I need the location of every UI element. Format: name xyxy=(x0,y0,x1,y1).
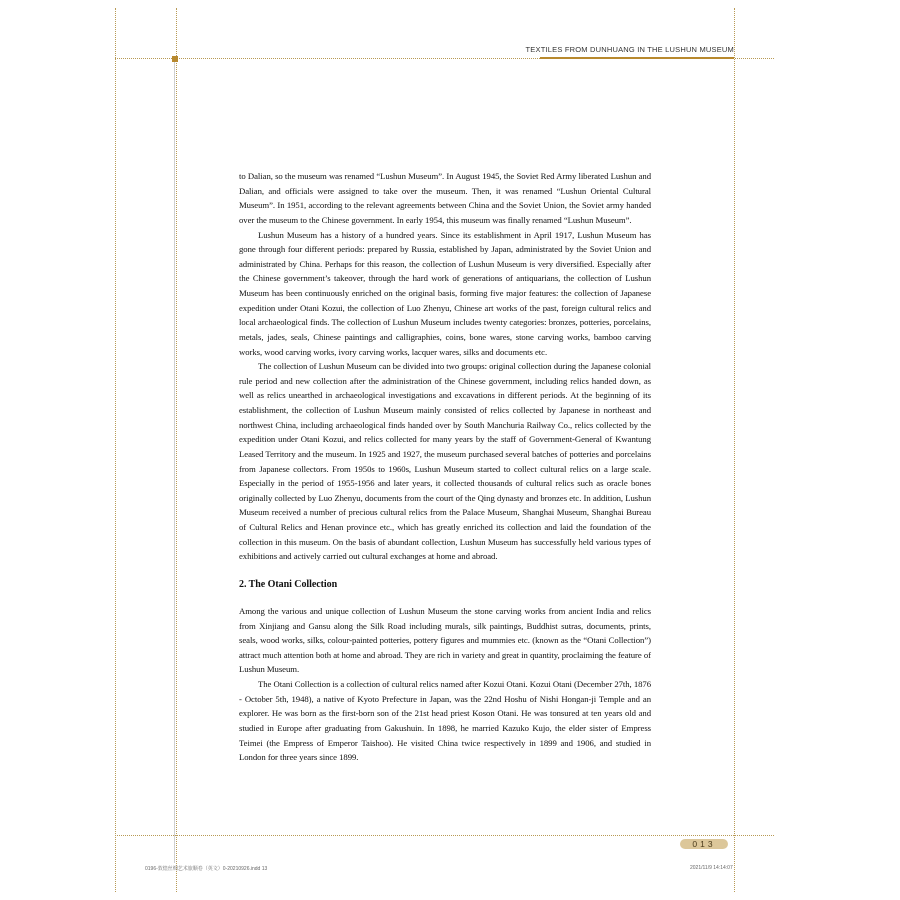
slug-timestamp: 2021/11/9 14:14:07 xyxy=(690,865,733,871)
paragraph: to Dalian, so the museum was renamed “Lushun Museum”. In August 1945, the Soviet Red Army liberated Lushun and Dalian, and officials were assigned to take over the museum. Then, it was renamed “Lushun Oriental Cultural Museum”. In 1951, according to the relevant agreements between China and the Soviet Union, the Soviet army handed over the museum to the Chinese government. In early 1954, this museum was finally renamed “Lushun Museum”. xyxy=(239,171,651,225)
bottom-guide-line xyxy=(115,835,774,836)
main-text-column xyxy=(239,169,651,765)
section-heading: 2. The Otani Collection xyxy=(239,578,338,590)
page-number: 013 xyxy=(680,839,728,849)
left-outer-guide-line xyxy=(115,8,116,892)
paragraph: The Otani Collection is a collection of cultural relics named after Kozui Otani. Kozui Otani (December 27th, 1876 - October 5th, 1948), a native of Kyoto Prefecture in Japan, was the 22nd Hoshu of Nishi Hongan-ji Temple and an explorer. He was born as the first-born son of the 21st head priest Koson Otani. He was tonsured at ten years old and studied in Europe after graduating from Gakushuin. In 1898, he married Kazuko Kujo, the elder sister of Empress Teimei (the Empress of Emperor Taishoo). He visited China twice respectively in 1899 and 1906, and studied in London for three years since 1899. xyxy=(239,679,651,763)
left-inner-guide-line xyxy=(176,8,177,892)
paragraph: Lushun Museum has a history of a hundred years. Since its establishment in April 1917, Lushun Museum has gone through four different periods: prepared by Russia, established by Japan, administrated by the Soviet Union and administrated by China. Perhaps for this reason, the collection of Lushun Museum is very diversified. Especially after the Chinese government’s takeover, through the hard work of generations of antiquarians, the collection of Lushun Museum has been continuously enriched on the original basis, forming five major features: the collection of Japanese expedition under Otani Kozui, the collection of Luo Zhenyu, Chinese art works of the past, foreign cultural relics and local archaeological finds. The collection of Lushun Museum includes twenty categories: bronzes, potteries, porcelains, metals, jades, seals, Chinese paintings and calligraphies, coins, bone wares, stone carving works, bamboo carving works, wood carving works, ivory carving works, lacquer wares, silks and documents etc. xyxy=(239,229,651,357)
paragraph: Among the various and unique collection of Lushun Museum the stone carving works from ancient India and relics from Xinjiang and Gansu along the Silk Road including murals, silk paintings, Buddhist sutras, documents, prints, seals, wood works, silks, colour-painted potteries, pottery figures and mummies etc. (known as the “Otani Collection”) attract much attention both at home and abroad. They are rich in variety and great in quantity, proclaiming the feature of Lushun Museum. xyxy=(239,605,651,675)
paragraph: The collection of Lushun Museum can be divided into two groups: original collection during the Japanese colonial rule period and new collection after the administration of the Chinese government, including relics handed down, as well as relics unearthed in archaeological investigations and excavations in different periods. At the beginning of its establishment, the collection of Lushun Museum mainly consisted of relics collected by Japanese in northeast and northwest China, including archaeological finds handed over by South Manchuria Railway Co., relics collected by the expedition under Otani Kozui, and relics collected for many years by the staff of Government-General of Kwantung Leased Territory and the museum. In 1925 and 1927, the museum purchased several batches of potteries and porcelains from Japanese collectors. From 1950s to 1960s, Lushun Museum started to collect cultural relics on a large scale. Especially in the period of 1955-1956 and later years, it collected thousands of cultural relics such as oracle bones originally collected by Luo Zhenyu, documents from the court of the Qing dynasty and bronzes etc. In addition, Lushun Museum received a number of precious cultural relics from the Palace Museum, Shanghai Museum, Shanghai Bureau of Cultural Relics and Henan province etc., which has greatly enriched its collection and laid the foundation of the collection in this museum. On the basis of abundant collection, Lushun Museum has successfully held various types of exhibitions and actively carried out cultural exchanges at home and abroad. xyxy=(239,361,651,562)
slug-file-info: 0196-敦煌丝绸艺术旅顺卷（英文）0-20210926.indd 13 xyxy=(145,866,268,872)
corner-marker xyxy=(172,56,178,62)
running-header: TEXTILES FROM DUNHUANG IN THE LUSHUN MUSEUM xyxy=(525,45,734,54)
header-rule xyxy=(540,57,734,59)
right-guide-line xyxy=(734,8,735,892)
page-edge xyxy=(174,59,175,863)
